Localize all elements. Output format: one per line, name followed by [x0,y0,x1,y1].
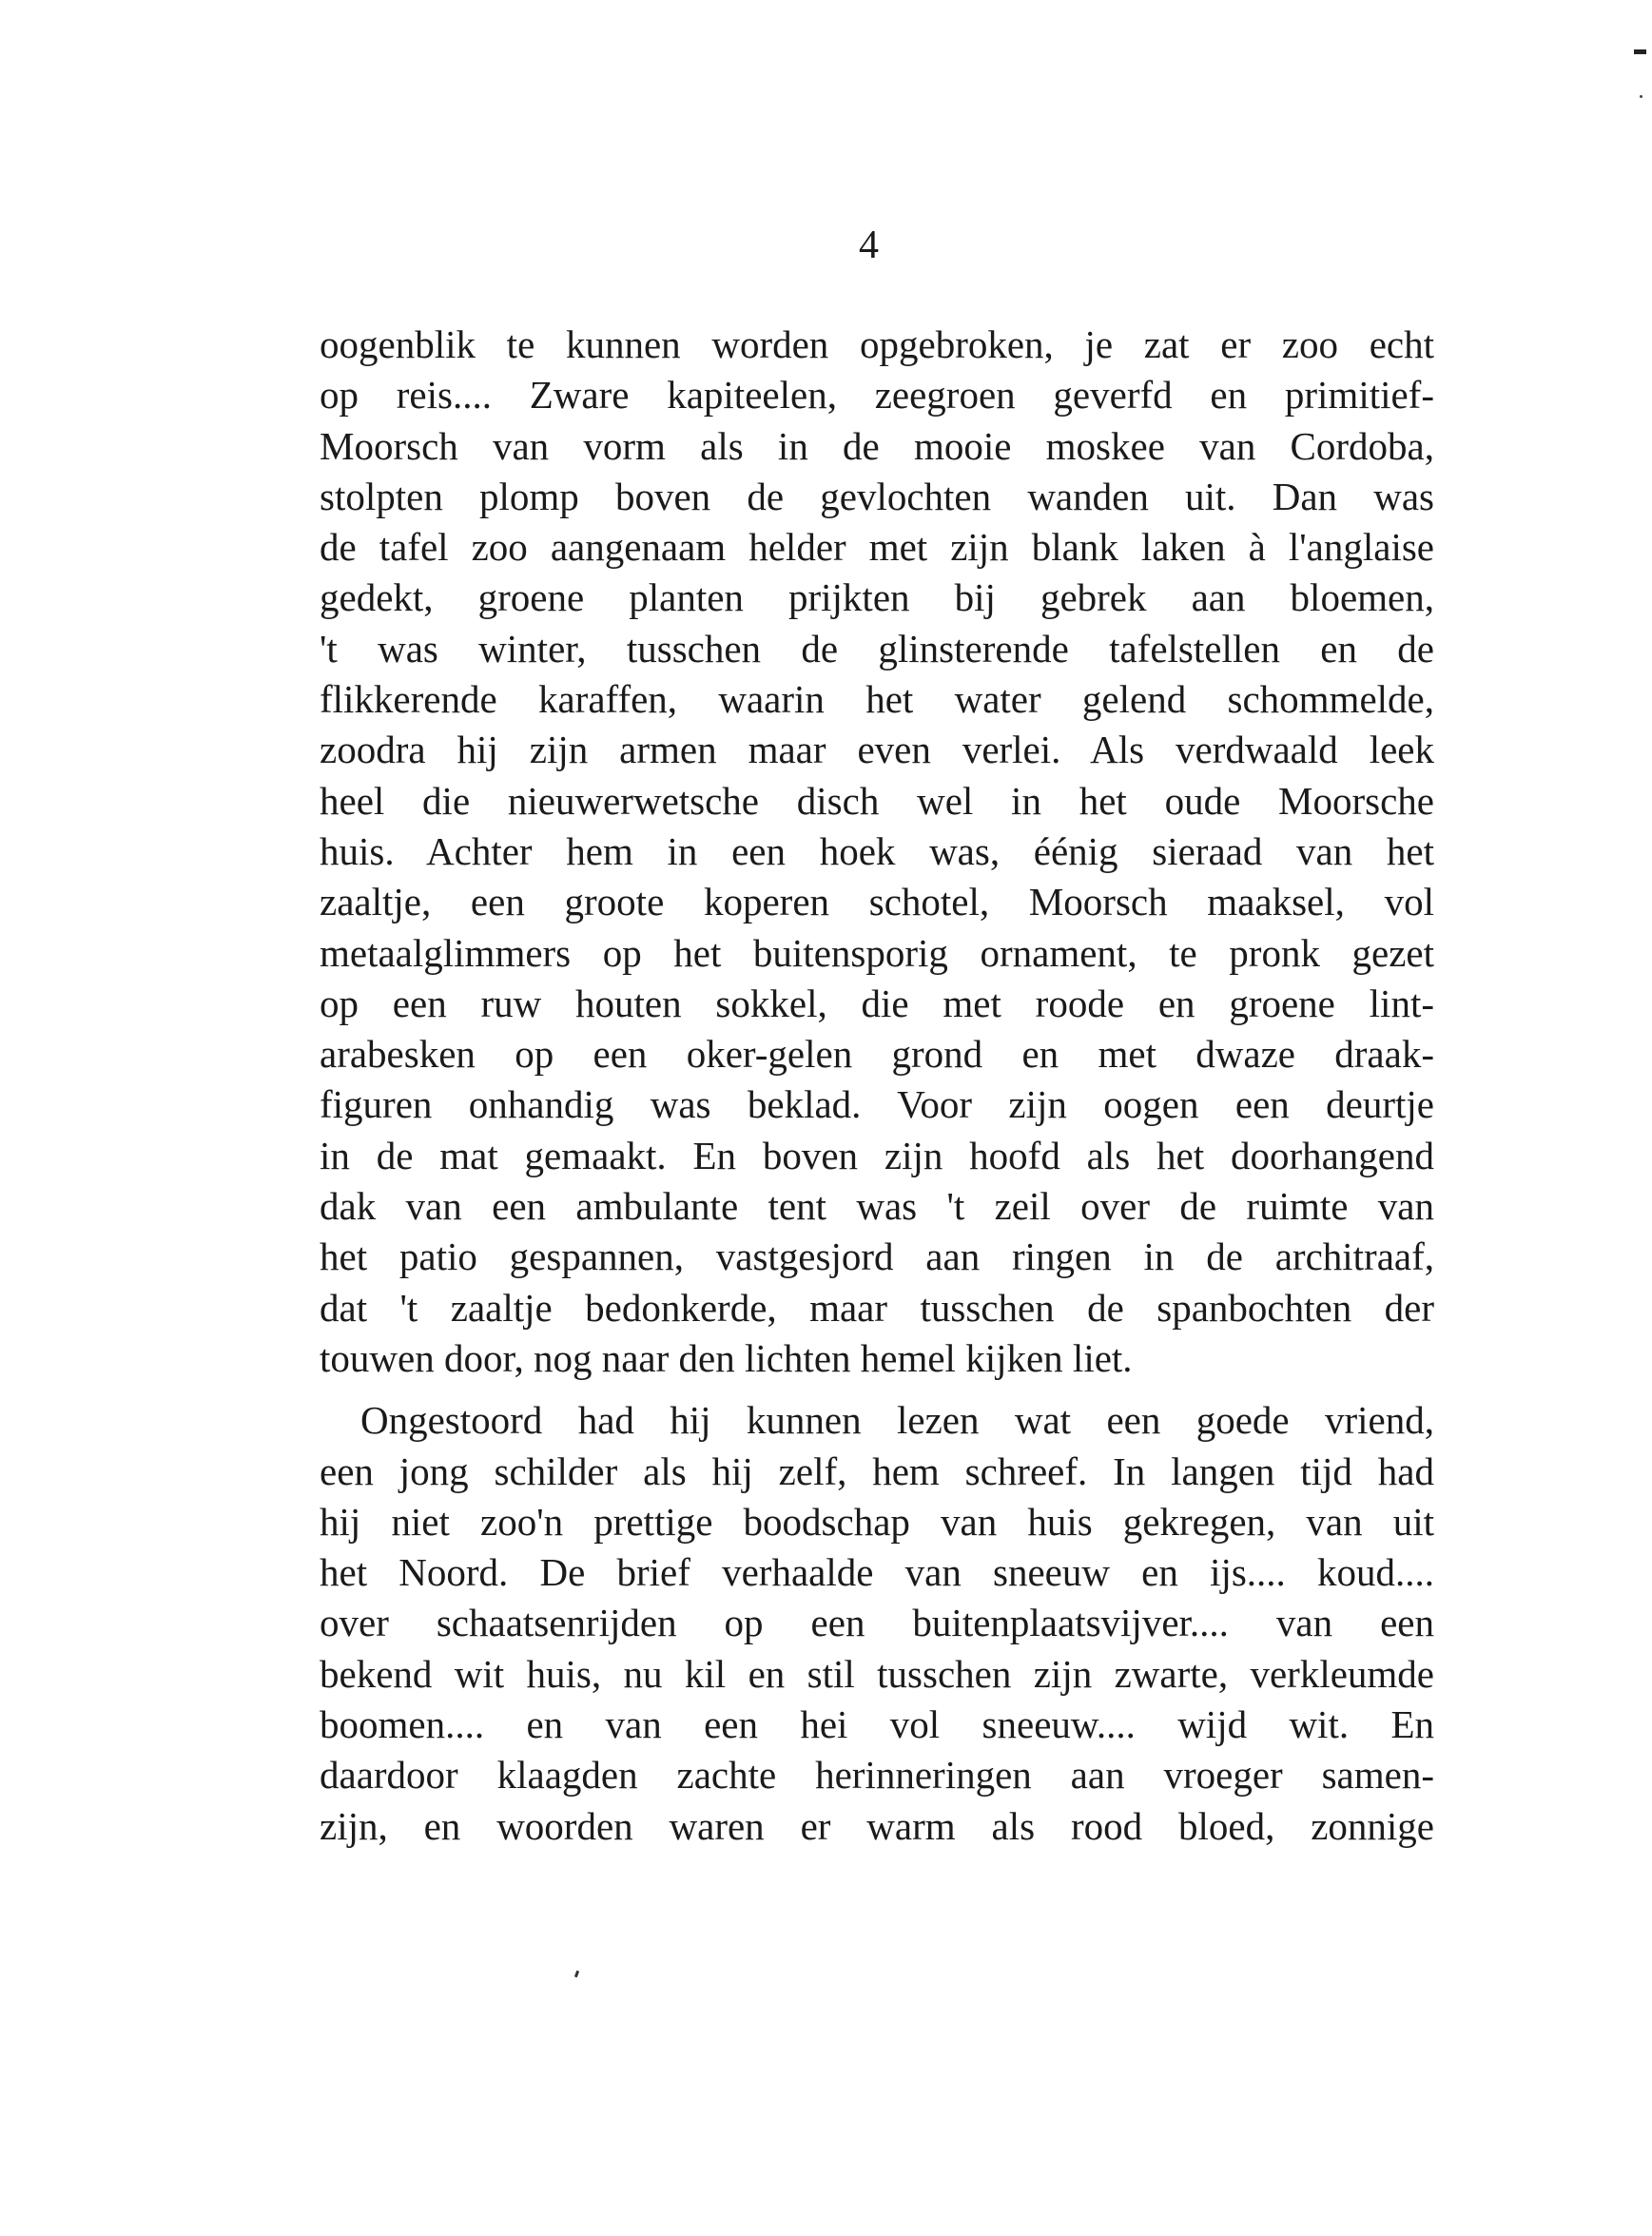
text-line: 't was winter, tusschen de glinsterende tafelstellen en de [320,626,1434,671]
text-line: touwen door, nog naar den lichten hemel kijken liet. [320,1335,1133,1380]
scan-mark-tick [574,1971,579,1978]
text-line: heel die nieuwerwetsche disch wel in het oude Moorsche [320,778,1434,823]
text-line: Ongestoord had hij kunnen lezen wat een goede vriend, [360,1398,1434,1443]
scan-mark-dash [1634,49,1646,54]
text-line: boomen.... en van een hei vol sneeuw.... wijd wit. En [320,1702,1434,1747]
text-line: figuren onhandig was beklad. Voor zijn oogen een deurtje [320,1082,1434,1127]
text-line: hij niet zoo'n prettige boodschap van huis gekregen, van uit [320,1499,1434,1544]
paragraph-1 [320,320,1434,1384]
text-line: zaaltje, een groote koperen schotel, Moorsch maaksel, vol [320,880,1434,924]
scan-mark-dot [1640,95,1642,98]
text-line: metaalglimmers op het buitensporig ornament, te pronk gezet [320,930,1434,975]
text-line: het Noord. De brief verhaalde van sneeuw en ijs.... koud.... [320,1550,1434,1595]
page-number: 4 [859,224,879,267]
paragraph-2 [320,1395,1434,1852]
text-line: dat 't zaaltje bedonkerde, maar tusschen de spanbochten der [320,1285,1434,1330]
text-line: huis. Achter hem in een hoek was, éénig sieraad van het [320,828,1434,873]
text-line: stolpten plomp boven de gevlochten wanden uit. Dan was [320,474,1434,518]
text-line: zijn, en woorden waren er warm als rood bloed, zonnige [320,1803,1434,1848]
text-line: op een ruw houten sokkel, die met roode en groene lint- [320,981,1434,1025]
text-line: in de mat gemaakt. En boven zijn hoofd als het doorhangend [320,1133,1434,1177]
text-line: bekend wit huis, nu kil en stil tusschen zijn zwarte, verkleumde [320,1651,1434,1696]
text-line: een jong schilder als hij zelf, hem schreef. In langen tijd had [320,1449,1434,1493]
text-line: zoodra hij zijn armen maar even verlei. Als verdwaald leek [320,728,1434,772]
text-line: de tafel zoo aangenaam helder met zijn blank laken à l'anglaise [320,525,1434,570]
body-text [320,320,1434,1852]
text-line: dak van een ambulante tent was 't zeil over de ruimte van [320,1184,1434,1229]
text-line: arabesken op een oker-gelen grond en met dwaze draak- [320,1032,1434,1077]
text-line: daardoor klaagden zachte herinneringen aan vroeger samen- [320,1753,1434,1798]
text-line: over schaatsenrijden op een buitenplaatsvijver.... van een [320,1601,1434,1645]
text-line: gedekt, groene planten prijkten bij gebrek aan bloemen, [320,575,1434,620]
text-line: oogenblik te kunnen worden opgebroken, je zat er zoo echt [320,322,1434,366]
text-line: Moorsch van vorm als in de mooie moskee van Cordoba, [320,423,1434,468]
text-line: het patio gespannen, vastgesjord aan ringen in de architraaf, [320,1235,1434,1279]
text-line: flikkerende karaffen, waarin het water gelend schommelde, [320,677,1434,722]
text-line: op reis.... Zware kapiteelen, zeegroen geverfd en primitief- [320,373,1434,418]
